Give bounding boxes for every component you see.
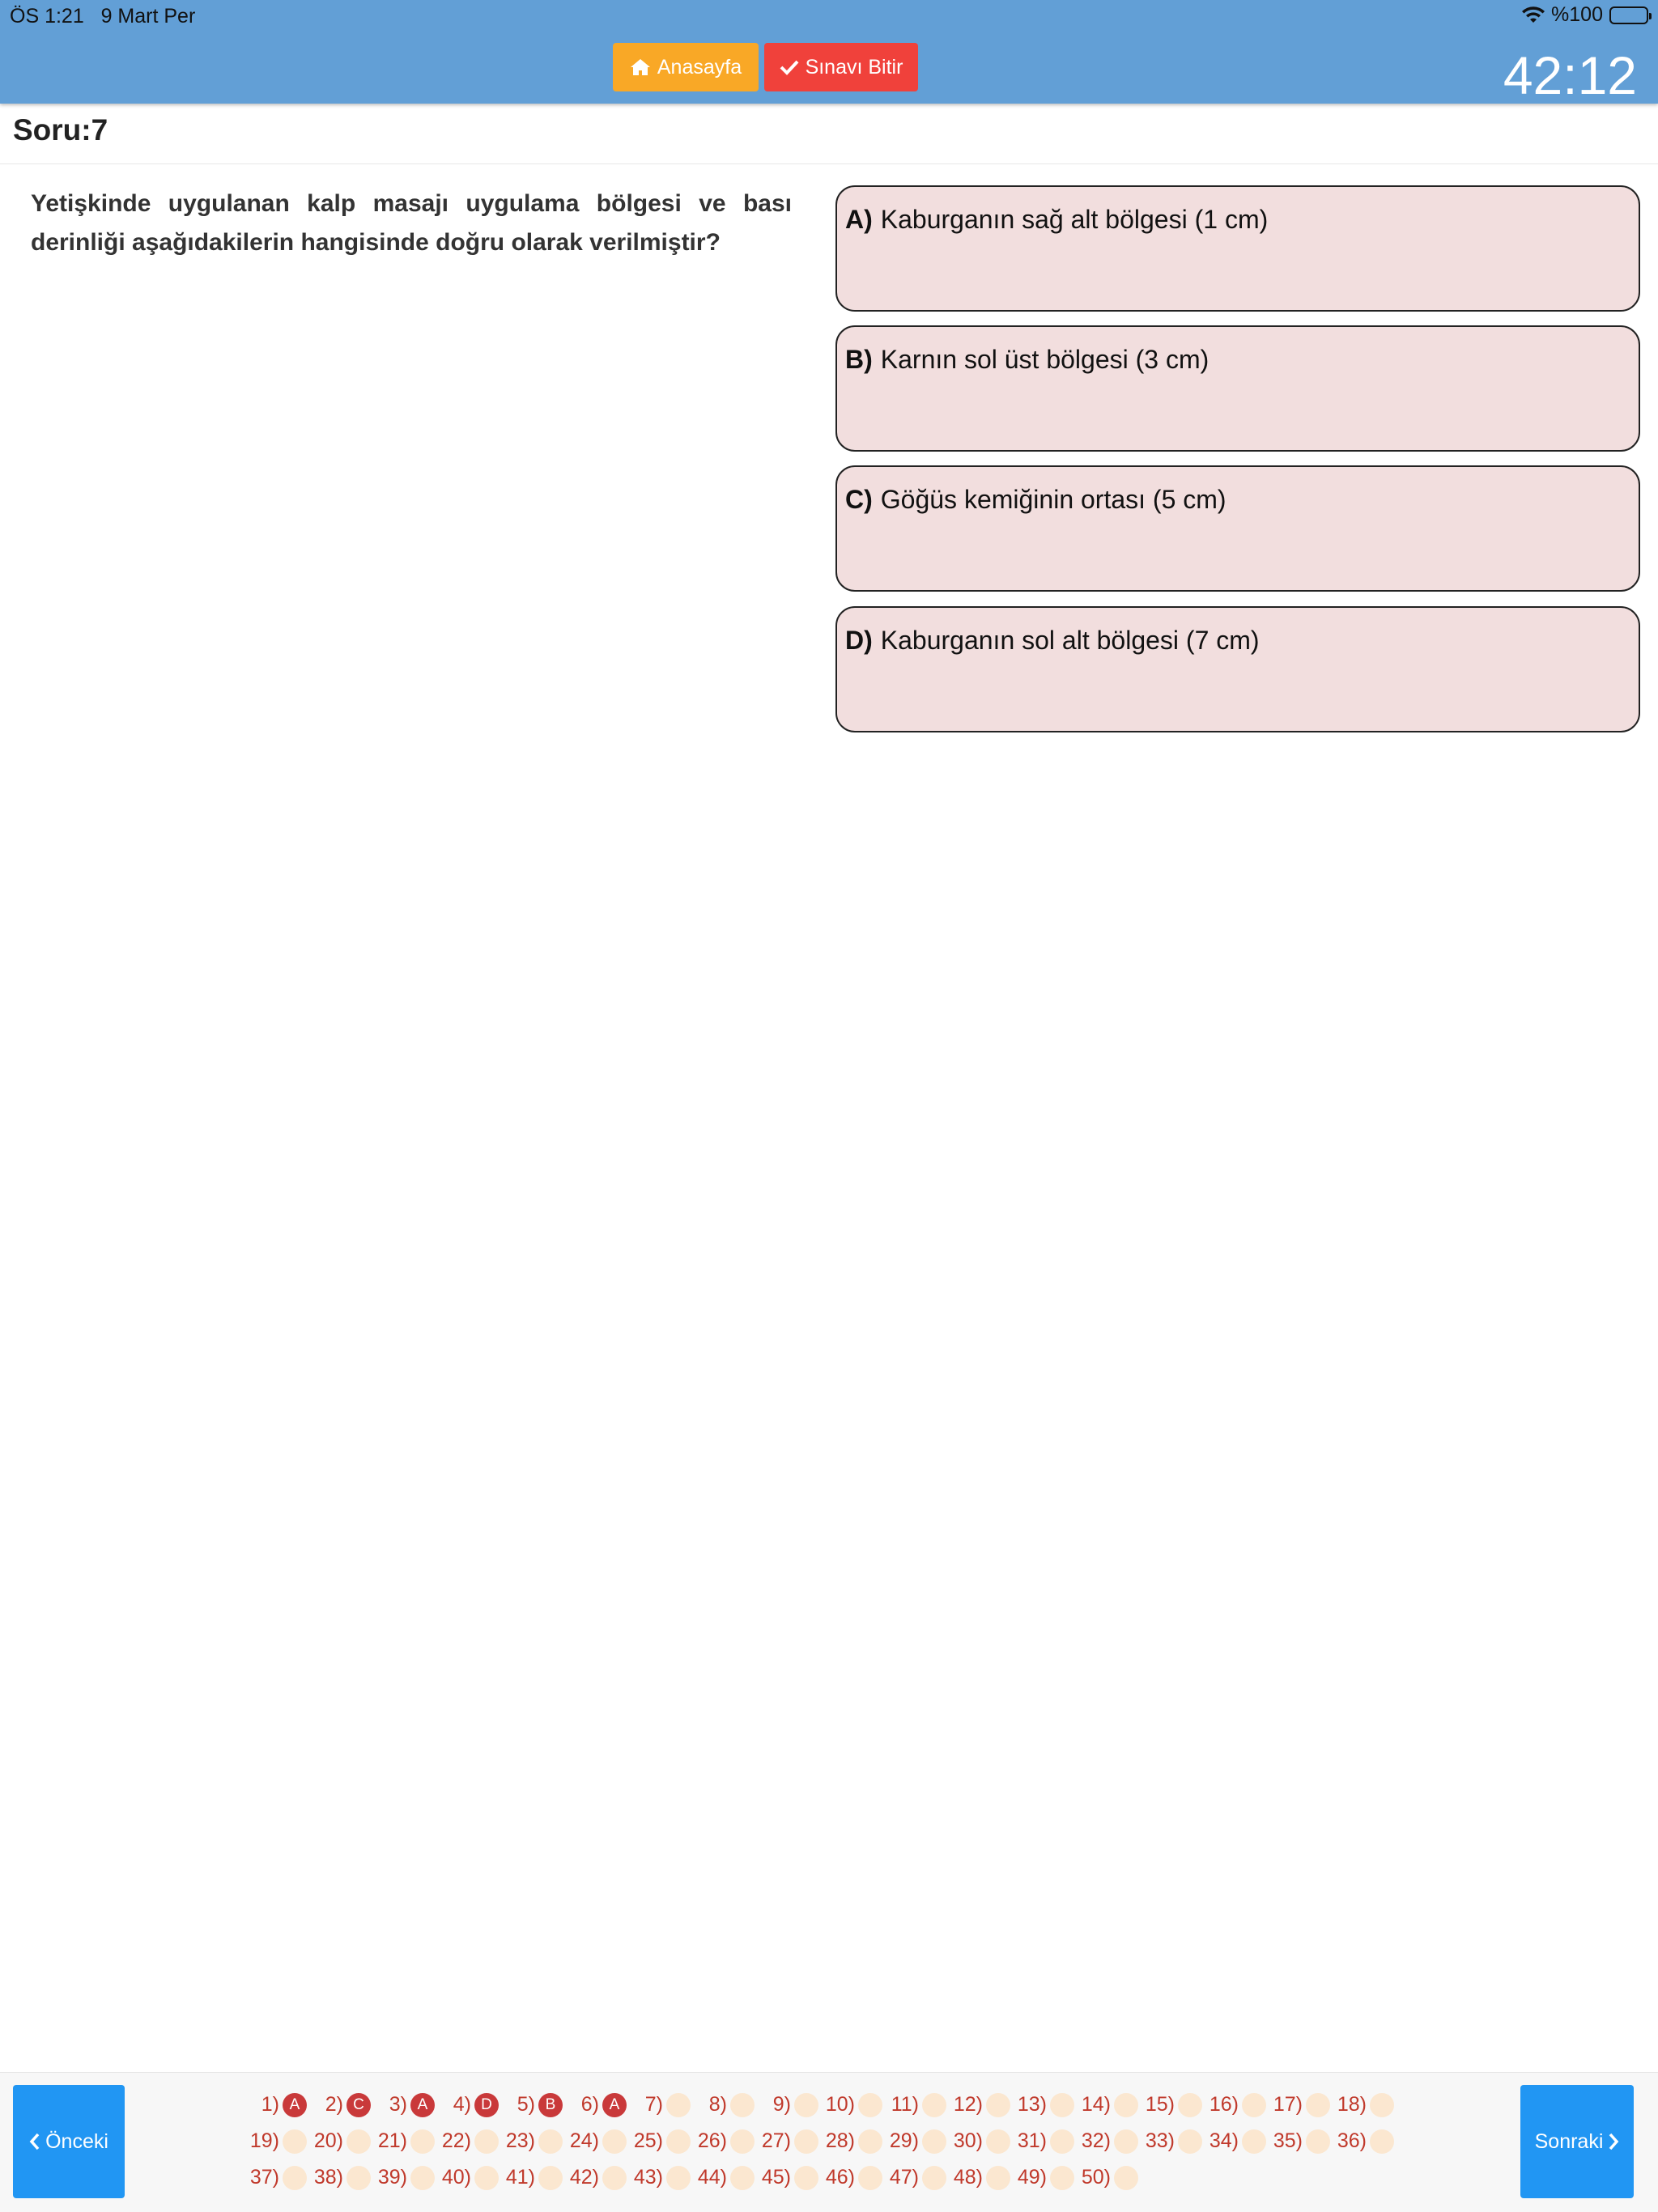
answer-bubble (410, 2129, 435, 2154)
answer-item[interactable] (371, 2128, 435, 2155)
answer-bubble (922, 2166, 946, 2190)
answer-item[interactable] (435, 2128, 499, 2155)
answer-bubble (538, 2166, 563, 2190)
battery-percent: %100 (1551, 3, 1603, 26)
home-button-label: Anasayfa (657, 55, 742, 79)
answer-number: 1) (261, 2093, 279, 2116)
answer-item[interactable] (882, 2164, 946, 2191)
answer-bubble: A (283, 2093, 307, 2117)
answer-bubble (283, 2166, 307, 2190)
answer-number: 40) (441, 2166, 471, 2189)
answer-bubble (986, 2166, 1010, 2190)
answer-bubble (666, 2166, 691, 2190)
answer-number: 5) (517, 2093, 535, 2116)
answer-number: 35) (1273, 2129, 1303, 2152)
chevron-left-icon (29, 2133, 40, 2150)
answer-bubble (858, 2093, 882, 2117)
answer-number: 49) (1017, 2166, 1047, 2189)
answer-item[interactable] (1330, 2091, 1394, 2118)
answer-item[interactable] (563, 2091, 627, 2118)
answer-number: 20) (313, 2129, 343, 2152)
answer-number: 48) (953, 2166, 983, 2189)
answer-bubble (1242, 2129, 1266, 2154)
answer-bubble (858, 2166, 882, 2190)
question-number: Soru:7 (13, 113, 108, 146)
answer-item[interactable] (1202, 2128, 1266, 2155)
answer-bubble: A (602, 2093, 627, 2117)
answer-item[interactable] (818, 2091, 882, 2118)
answer-bubble (922, 2129, 946, 2154)
option-text: Kaburganın sağ alt bölgesi (1 cm) (880, 205, 1269, 234)
answer-number: 25) (633, 2129, 663, 2152)
answer-number: 7) (644, 2093, 663, 2116)
countdown-timer: 42:12 (1503, 45, 1637, 105)
answer-bubble (1050, 2129, 1074, 2154)
wifi-icon (1522, 6, 1545, 24)
answer-item[interactable] (1074, 2164, 1138, 2191)
answer-item[interactable] (1074, 2091, 1138, 2118)
answer-number: 34) (1209, 2129, 1239, 2152)
answer-item[interactable] (946, 2164, 1010, 2191)
answer-number: 27) (761, 2129, 791, 2152)
answer-item[interactable] (755, 2091, 818, 2118)
answer-item[interactable] (1266, 2128, 1330, 2155)
answer-item[interactable] (243, 2128, 307, 2155)
answer-bubble (1114, 2166, 1138, 2190)
answer-item[interactable] (499, 2091, 563, 2118)
answer-item[interactable] (1010, 2091, 1074, 2118)
answer-number: 47) (889, 2166, 919, 2189)
answer-item[interactable] (563, 2128, 627, 2155)
answer-bubble (1370, 2129, 1394, 2154)
answer-bubble (474, 2129, 499, 2154)
option-d[interactable] (835, 606, 1640, 732)
answer-number: 24) (569, 2129, 599, 2152)
answer-item[interactable] (755, 2164, 818, 2191)
answer-item[interactable] (818, 2164, 882, 2191)
answer-item[interactable] (499, 2128, 563, 2155)
answer-bubble (730, 2093, 755, 2117)
answer-bubble (666, 2129, 691, 2154)
answer-number: 15) (1145, 2093, 1175, 2116)
answer-item[interactable] (307, 2164, 371, 2191)
answer-bubble (1242, 2093, 1266, 2117)
answer-item[interactable] (307, 2091, 371, 2118)
check-icon (780, 59, 799, 75)
answer-number: 50) (1081, 2166, 1111, 2189)
answer-item[interactable] (882, 2091, 946, 2118)
answer-bubble (346, 2129, 371, 2154)
answer-bubble (1178, 2093, 1202, 2117)
answer-item[interactable] (1138, 2091, 1202, 2118)
answer-number: 16) (1209, 2093, 1239, 2116)
answer-item[interactable] (691, 2091, 755, 2118)
answer-number: 13) (1017, 2093, 1047, 2116)
answer-item[interactable] (1074, 2128, 1138, 2155)
home-icon (630, 58, 651, 76)
question-text: Yetişkinde uygulanan kalp masajı uygulama bölgesi ve bası derinliği aşağıdakilerin hangisinde doğru olarak verilmiştir? (31, 190, 792, 256)
answer-number: 22) (441, 2129, 471, 2152)
status-time (10, 5, 195, 28)
answer-bubble (283, 2129, 307, 2154)
answer-number: 2) (325, 2093, 343, 2116)
answer-bubble (410, 2166, 435, 2190)
answer-item[interactable] (1266, 2091, 1330, 2118)
answer-number: 19) (249, 2129, 279, 2152)
answer-number: 30) (953, 2129, 983, 2152)
answer-bubble (1370, 2093, 1394, 2117)
clock: ÖS 1:21 (10, 5, 84, 28)
option-letter: C) (845, 485, 873, 514)
answer-bubble (986, 2093, 1010, 2117)
top-bar (0, 0, 1658, 104)
battery-icon (1609, 6, 1648, 24)
answer-item[interactable] (371, 2164, 435, 2191)
answer-item[interactable] (1010, 2164, 1074, 2191)
answer-number: 32) (1081, 2129, 1111, 2152)
answer-item[interactable] (627, 2164, 691, 2191)
answer-number: 37) (249, 2166, 279, 2189)
previous-label: Önceki (45, 2129, 108, 2153)
answer-bubble (1050, 2166, 1074, 2190)
answer-number: 21) (377, 2129, 407, 2152)
answer-number: 18) (1337, 2093, 1367, 2116)
answer-number: 26) (697, 2129, 727, 2152)
answer-item[interactable] (946, 2128, 1010, 2155)
option-text: Kaburganın sol alt bölgesi (7 cm) (880, 626, 1260, 655)
answer-bubble (1050, 2093, 1074, 2117)
date: 9 Mart Per (100, 5, 196, 28)
answer-bubble (1306, 2129, 1330, 2154)
answer-bubble (794, 2166, 818, 2190)
answer-number: 4) (453, 2093, 471, 2116)
answer-item[interactable] (946, 2091, 1010, 2118)
answer-number: 31) (1017, 2129, 1047, 2152)
option-c[interactable] (835, 465, 1640, 592)
answer-number: 29) (889, 2129, 919, 2152)
answer-bubble (922, 2093, 946, 2117)
answer-number: 11) (891, 2093, 919, 2116)
answer-item[interactable] (1138, 2128, 1202, 2155)
answer-item[interactable] (1010, 2128, 1074, 2155)
finish-button-label: Sınavı Bitir (805, 55, 903, 79)
next-button[interactable] (1520, 2085, 1634, 2198)
answer-bubble (794, 2093, 818, 2117)
answer-bubble (730, 2129, 755, 2154)
answer-number: 42) (569, 2166, 599, 2189)
answer-bubble (794, 2129, 818, 2154)
answer-bubble: D (474, 2093, 499, 2117)
answer-item[interactable] (435, 2164, 499, 2191)
answer-item[interactable] (563, 2164, 627, 2191)
option-b[interactable] (835, 325, 1640, 452)
answer-number: 10) (825, 2093, 855, 2116)
answer-bubble (1178, 2129, 1202, 2154)
answer-item[interactable] (691, 2128, 755, 2155)
option-text: Karnın sol üst bölgesi (3 cm) (880, 345, 1209, 374)
answer-item[interactable] (1202, 2091, 1266, 2118)
answer-item[interactable] (499, 2164, 563, 2191)
answer-sheet (243, 2091, 1417, 2191)
divider (0, 163, 1658, 164)
answer-number: 12) (953, 2093, 983, 2116)
answer-bubble (1114, 2093, 1138, 2117)
answer-bubble (666, 2093, 691, 2117)
option-letter: B) (845, 345, 873, 374)
previous-button[interactable] (13, 2085, 125, 2198)
answer-number: 43) (633, 2166, 663, 2189)
answer-item[interactable] (882, 2128, 946, 2155)
answer-number: 41) (505, 2166, 535, 2189)
answer-bubble (474, 2166, 499, 2190)
option-text: Göğüs kemiğinin ortası (5 cm) (880, 485, 1226, 514)
option-letter: A) (845, 205, 873, 234)
answer-bubble (538, 2129, 563, 2154)
answer-item[interactable] (691, 2164, 755, 2191)
answer-bubble (1114, 2129, 1138, 2154)
answer-number: 36) (1337, 2129, 1367, 2152)
answer-number: 9) (772, 2093, 791, 2116)
finish-exam-button[interactable] (764, 43, 918, 91)
answer-bubble (858, 2129, 882, 2154)
answer-number: 44) (697, 2166, 727, 2189)
answer-item[interactable] (307, 2128, 371, 2155)
answer-item[interactable] (243, 2091, 307, 2118)
answer-item[interactable] (627, 2091, 691, 2118)
answer-bubble (602, 2166, 627, 2190)
answer-number: 8) (708, 2093, 727, 2116)
answer-bubble (986, 2129, 1010, 2154)
answer-number: 28) (825, 2129, 855, 2152)
option-letter: D) (845, 626, 873, 655)
answer-bubble: C (346, 2093, 371, 2117)
answer-bubble (1306, 2093, 1330, 2117)
answer-number: 3) (389, 2093, 407, 2116)
answer-number: 38) (313, 2166, 343, 2189)
answer-number: 17) (1273, 2093, 1303, 2116)
answer-item[interactable] (818, 2128, 882, 2155)
answer-item[interactable] (627, 2128, 691, 2155)
home-button[interactable] (613, 43, 759, 91)
answer-number: 45) (761, 2166, 791, 2189)
next-label: Sonraki (1534, 2129, 1604, 2153)
answer-item[interactable] (243, 2164, 307, 2191)
answer-number: 6) (580, 2093, 599, 2116)
chevron-right-icon (1608, 2133, 1619, 2150)
answer-bubble (346, 2166, 371, 2190)
answer-item[interactable] (1330, 2128, 1394, 2155)
answer-bubble: A (410, 2093, 435, 2117)
answer-bubble: B (538, 2093, 563, 2117)
answer-bubble (602, 2129, 627, 2154)
option-a[interactable] (835, 185, 1640, 312)
answer-number: 14) (1081, 2093, 1111, 2116)
answer-number: 46) (825, 2166, 855, 2189)
answer-item[interactable] (755, 2128, 818, 2155)
answer-number: 39) (377, 2166, 407, 2189)
answer-number: 23) (505, 2129, 535, 2152)
answer-item[interactable] (435, 2091, 499, 2118)
answer-bubble (730, 2166, 755, 2190)
answer-item[interactable] (371, 2091, 435, 2118)
answer-number: 33) (1145, 2129, 1175, 2152)
status-indicators (1522, 3, 1648, 27)
